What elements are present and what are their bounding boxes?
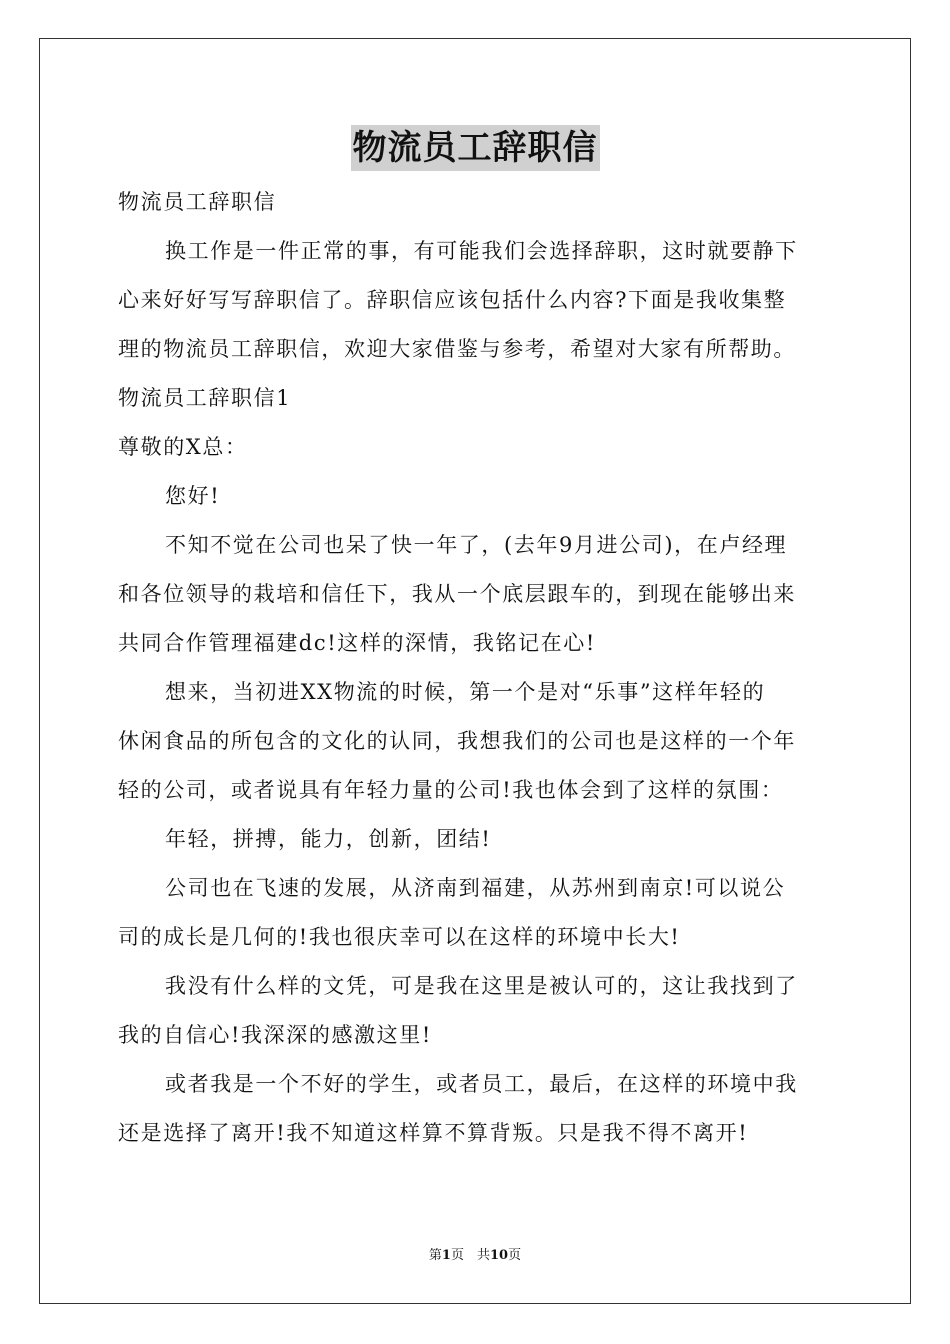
footer-suffix: 页 xyxy=(508,1248,522,1263)
body-line-9: 司的成长是几何的!我也很庆幸可以在这样的环境中长大! xyxy=(118,925,681,949)
body-line-2: 和各位领导的栽培和信任下，我从一个底层跟车的，到现在能够出来 xyxy=(118,582,796,606)
body-line-10: 我没有什么样的文凭，可是我在这里是被认可的，这让我找到了 xyxy=(165,974,798,998)
subtitle-line: 物流员工辞职信 xyxy=(118,190,277,214)
intro-line-3: 理的物流员工辞职信，欢迎大家借鉴与参考，希望对大家有所帮助。 xyxy=(118,337,796,361)
body-line-3: 共同合作管理福建dc!这样的深情，我铭记在心! xyxy=(118,631,596,655)
page-footer xyxy=(0,1247,950,1265)
footer-total-pages: 10 xyxy=(489,1248,509,1263)
body-line-6: 轻的公司，或者说具有年轻力量的公司!我也体会到了这样的氛围： xyxy=(118,778,784,802)
footer-prefix: 第 xyxy=(428,1248,442,1263)
body-line-8: 公司也在飞速的发展，从济南到福建，从苏州到南京!可以说公 xyxy=(165,876,786,900)
intro-line-2: 心来好好写写辞职信了。辞职信应该包括什么内容?下面是我收集整 xyxy=(118,288,787,312)
footer-current-page: 1 xyxy=(441,1248,451,1263)
body-line-1: 不知不觉在公司也呆了快一年了，(去年9月进公司)，在卢经理 xyxy=(165,533,788,557)
body-line-7: 年轻，拼搏，能力，创新，团结! xyxy=(165,827,492,851)
document-body xyxy=(118,178,834,1158)
footer-middle: 页 共 xyxy=(450,1248,490,1263)
body-line-4: 想来，当初进XX物流的时候，第一个是对“乐事”这样年轻的 xyxy=(165,680,766,704)
title-container xyxy=(0,125,950,171)
document-title: 物流员工辞职信 xyxy=(351,125,600,171)
intro-line-1: 换工作是一件正常的事，有可能我们会选择辞职，这时就要静下 xyxy=(165,239,798,263)
greeting: 您好! xyxy=(165,484,221,508)
letter-heading: 物流员工辞职信1 xyxy=(118,386,292,410)
salutation: 尊敬的X总： xyxy=(118,435,248,459)
body-line-11: 我的自信心!我深深的感激这里! xyxy=(118,1023,432,1047)
body-line-13: 还是选择了离开!我不知道这样算不算背叛。只是我不得不离开! xyxy=(118,1121,749,1145)
body-line-5: 休闲食品的所包含的文化的认同，我想我们的公司也是这样的一个年 xyxy=(118,729,796,753)
body-line-12: 或者我是一个不好的学生，或者员工，最后，在这样的环境中我 xyxy=(165,1072,798,1096)
